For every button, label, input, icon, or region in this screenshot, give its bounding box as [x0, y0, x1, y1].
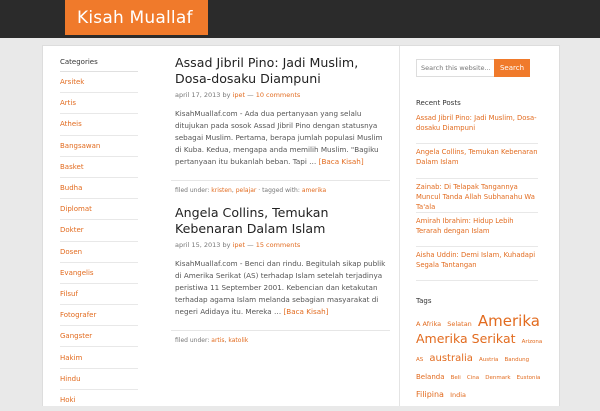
tag-link[interactable]: australia — [429, 353, 473, 364]
list-item — [60, 263, 138, 284]
tag-link[interactable]: Filipina — [416, 390, 444, 399]
post-by: by — [222, 241, 231, 249]
list-item — [416, 247, 538, 281]
post-excerpt-text: KisahMuallaf.com - Ada dua pertanyaan yang selalu ditujukan pada sosok Assad Jibril Pino dengan statusnya sebagai Muslim. Pertama, berapa jumlah populasi Muslim di Kuba. Kedua, mengapa anda memilih Muslim. "Bagiku pertanyaan itu bukanlah beban. Tapi … — [175, 109, 383, 166]
recent-posts-heading: Recent Posts — [416, 99, 461, 107]
post-author-link[interactable]: ipet — [232, 91, 246, 99]
category-link[interactable]: pelajar — [235, 187, 257, 194]
list-item — [60, 326, 138, 347]
tagged-with-label: · tagged with: — [258, 187, 300, 194]
categories-sidebar — [60, 58, 138, 411]
tags-heading: Tags — [416, 297, 432, 305]
list-item — [60, 369, 138, 390]
list-item — [60, 347, 138, 368]
list-item — [60, 93, 138, 114]
post-by: by — [222, 91, 231, 99]
list-item — [60, 178, 138, 199]
post-excerpt-text: KisahMuallaf.com - Benci dan rindu. Begitulah sikap publik di Amerika Serikat (AS) terhadap Islam setelah terjadinya peristiwa 11 September 2001. Kebencian dan ketakutan terhadap agama Islam melanda sebagian masyarakat di negeri Adidaya itu. Mereka … — [175, 259, 386, 316]
search-form — [416, 59, 532, 77]
search-input[interactable] — [416, 59, 496, 77]
list-item — [416, 110, 538, 144]
tag-link[interactable]: Denmark — [485, 375, 511, 381]
list-item — [60, 72, 138, 93]
tag-link[interactable]: Selatan — [447, 320, 472, 328]
category-link[interactable]: Hakim — [60, 353, 83, 362]
list-item — [60, 284, 138, 305]
post-meta — [175, 241, 390, 249]
category-link[interactable]: Fotografer — [60, 311, 97, 320]
right-sidebar — [399, 46, 560, 406]
post-comments-link[interactable]: 10 comments — [255, 91, 301, 99]
post-excerpt — [175, 108, 390, 168]
tag-link[interactable]: Eustonia — [516, 375, 541, 381]
post-excerpt — [175, 258, 390, 318]
post-author-link[interactable]: ipet — [232, 241, 246, 249]
meta-separator: — — [247, 91, 254, 99]
tag-link[interactable]: AS — [416, 357, 424, 363]
post-title[interactable]: Angela Collins, Temukan Kebenaran Dalam Islam — [175, 205, 329, 236]
tag-link[interactable]: Arizona — [521, 339, 543, 345]
category-link[interactable]: Atheis — [60, 120, 82, 129]
recent-post-link[interactable]: Assad Jibril Pino: Jadi Muslim, Dosa-dosaku Diampuni — [416, 114, 537, 132]
list-item — [60, 390, 138, 411]
post-entry — [175, 205, 390, 344]
list-item — [60, 136, 138, 157]
category-link[interactable]: Hoki — [60, 395, 76, 404]
tag-link[interactable]: Beli — [450, 375, 461, 381]
post-footer: filed under: kristen, pelajar · tagged with: amerika — [171, 180, 390, 194]
tag-link[interactable]: India — [450, 391, 467, 399]
category-link[interactable]: katolik — [228, 337, 249, 344]
post-title[interactable]: Assad Jibril Pino: Jadi Muslim, Dosa-dosaku Diampuni — [175, 55, 359, 86]
category-link[interactable]: Dosen — [60, 247, 83, 256]
tag-link[interactable]: Belanda — [416, 373, 445, 381]
read-more-link[interactable]: [Baca Kisah] — [318, 157, 364, 166]
category-list — [60, 71, 138, 411]
meta-separator: — — [247, 241, 254, 249]
post-entry — [175, 55, 390, 194]
category-link[interactable]: Dokter — [60, 226, 84, 235]
list-item — [60, 242, 138, 263]
category-link[interactable]: Bangsawan — [60, 141, 101, 150]
category-link[interactable]: Basket — [60, 162, 84, 171]
filed-under-label: filed under: — [175, 187, 210, 194]
category-link[interactable]: Diplomat — [60, 205, 92, 214]
category-link[interactable]: Arsitek — [60, 78, 85, 87]
tag-link[interactable]: Amerika — [477, 312, 540, 330]
search-button[interactable]: Search — [494, 59, 530, 77]
post-date: april 15, 2013 — [175, 241, 221, 249]
category-link[interactable]: Budha — [60, 184, 83, 193]
recent-post-link[interactable]: Zainab: Di Telapak Tangannya Muncul Tanda Allah Subhanahu Wa Ta'ala — [416, 182, 535, 211]
page-container — [42, 45, 560, 406]
read-more-link[interactable]: [Baca Kisah] — [283, 307, 329, 316]
site-title[interactable]: Kisah Muallaf — [77, 7, 193, 28]
tag-link[interactable]: amerika — [301, 187, 327, 194]
post-footer: filed under: artis, katolik — [171, 330, 390, 344]
post-comments-link[interactable]: 15 comments — [255, 241, 301, 249]
list-item — [60, 220, 138, 241]
tag-link[interactable]: Bandung — [504, 357, 530, 363]
site-logo[interactable] — [65, 0, 208, 35]
tag-cloud — [416, 314, 546, 402]
tag-link[interactable]: Amerika Serikat — [416, 331, 516, 346]
main-content — [175, 55, 390, 344]
category-link[interactable]: Hindu — [60, 374, 81, 383]
list-item — [60, 114, 138, 135]
recent-post-link[interactable]: Aisha Uddin: Demi Islam, Kuhadapi Segala Tantangan — [416, 251, 536, 270]
tag-link[interactable]: Austria — [478, 357, 499, 363]
list-item — [416, 179, 538, 213]
tag-link[interactable]: A Afrika — [416, 320, 442, 328]
category-link[interactable]: Artis — [60, 99, 77, 108]
category-link[interactable]: Filsuf — [60, 289, 78, 298]
list-item — [60, 305, 138, 326]
category-link[interactable]: Evangelis — [60, 268, 94, 277]
categories-heading: Categories — [60, 58, 98, 66]
category-link[interactable]: kristen — [211, 187, 232, 194]
post-date: april 17, 2013 — [175, 91, 221, 99]
list-item — [60, 199, 138, 220]
category-link[interactable]: Gangster — [60, 332, 93, 341]
list-item — [60, 157, 138, 178]
tag-link[interactable]: Cina — [466, 375, 480, 381]
recent-post-link[interactable]: Amirah Ibrahim: Hidup Lebih Terarah dengan Islam — [416, 216, 514, 235]
post-meta — [175, 91, 390, 99]
header-bar — [0, 0, 600, 38]
list-item — [416, 144, 538, 178]
recent-post-link[interactable]: Angela Collins, Temukan Kebenaran Dalam Islam — [416, 148, 538, 167]
list-item — [416, 213, 538, 247]
recent-posts-list — [416, 110, 538, 281]
category-link[interactable]: artis — [211, 337, 225, 344]
filed-under-label: filed under: — [175, 337, 210, 344]
